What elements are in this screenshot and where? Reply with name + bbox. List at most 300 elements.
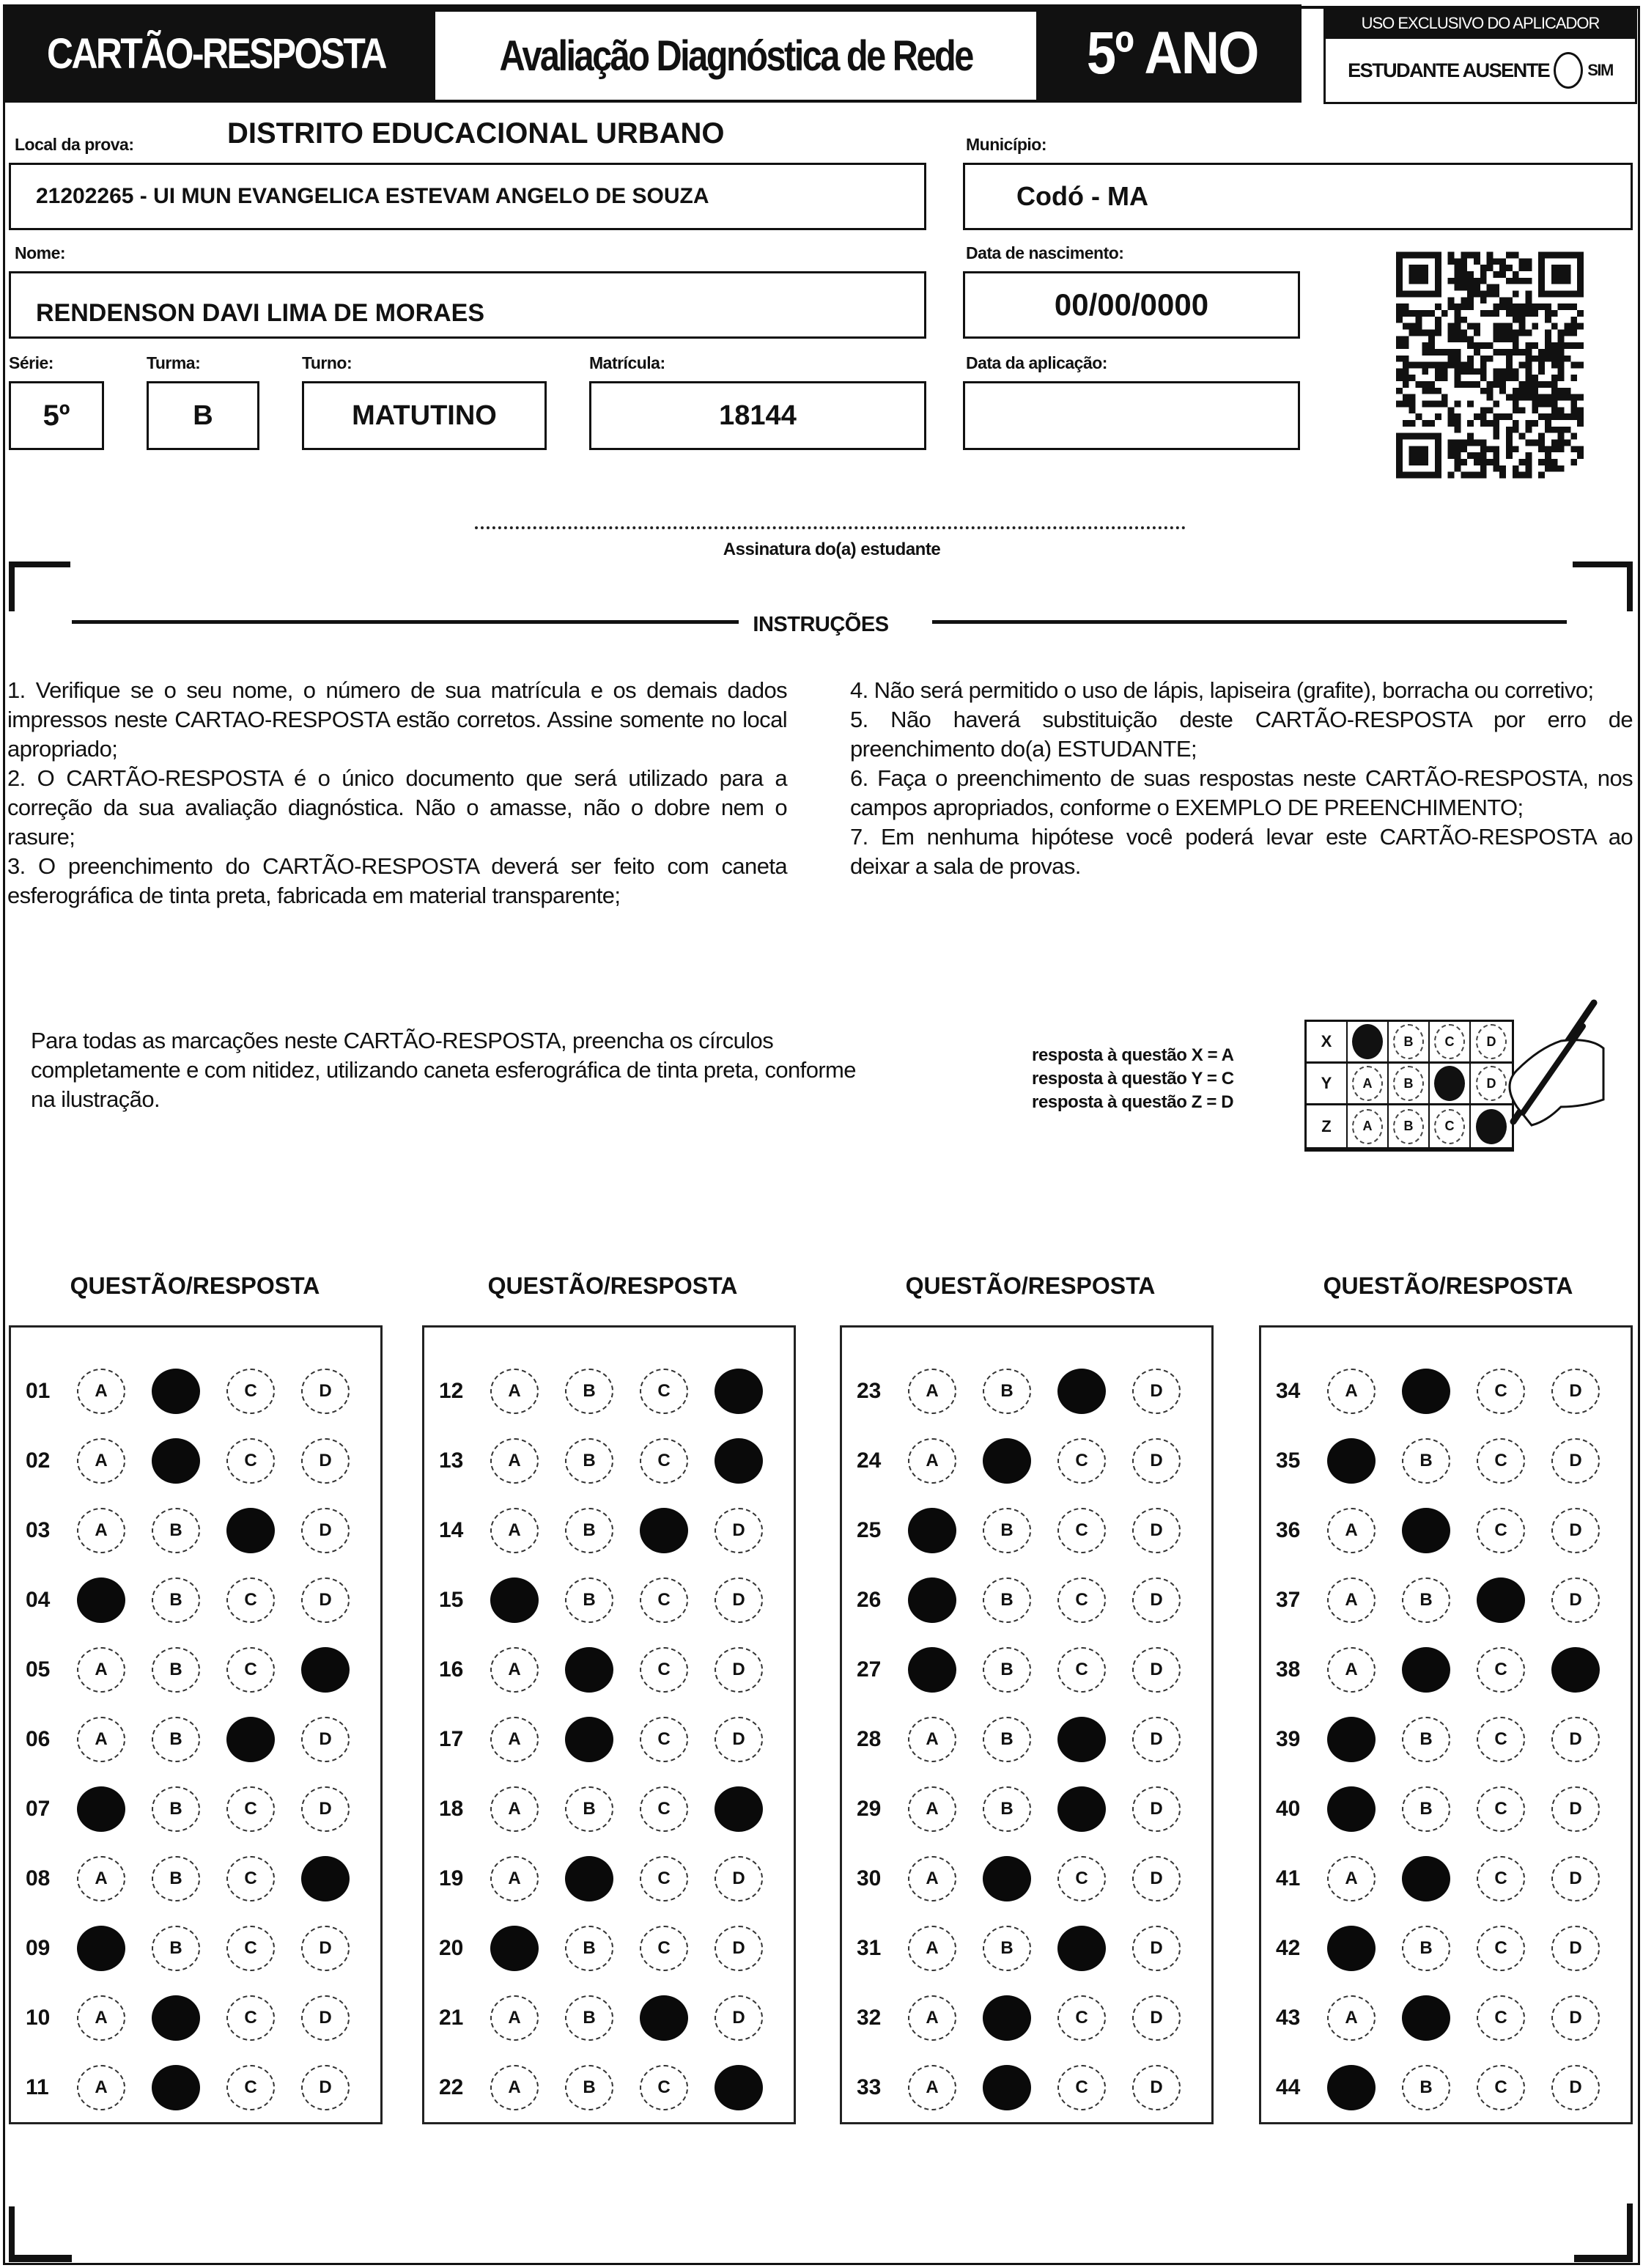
question-number: 18 <box>439 1797 464 1821</box>
question-number: 19 <box>439 1866 464 1890</box>
answer-bubble-a[interactable]: A <box>908 1438 956 1484</box>
example-cell <box>1389 1105 1430 1147</box>
answer-bubble-d[interactable]: D <box>301 1369 350 1414</box>
answer-bubble-c[interactable]: C <box>1477 1926 1525 1971</box>
answer-bubble-c[interactable]: C <box>226 1786 275 1832</box>
answer-bubble-c[interactable] <box>1057 1369 1106 1414</box>
instruction-5: 5. Não haverá substituição deste CARTÃO-RESPOSTA por erro de preenchimento do(a) ESTUDANTE; <box>850 707 1633 762</box>
question-number: 20 <box>439 1936 464 1960</box>
question-row <box>424 1366 794 1417</box>
question-number: 40 <box>1276 1797 1301 1821</box>
column-heading-3: QUESTÃO/RESPOSTA <box>905 1273 1156 1299</box>
answer-bubble-a[interactable] <box>1327 1717 1376 1762</box>
aplicacao-field[interactable] <box>963 381 1300 450</box>
answer-bubble-c[interactable]: C <box>226 1926 275 1971</box>
answer-bubble-a[interactable]: A <box>77 1717 125 1762</box>
question-number: 04 <box>26 1588 51 1612</box>
question-number: 13 <box>439 1448 464 1473</box>
absent-option-label: SIM <box>1587 61 1613 79</box>
instructions-title: INSTRUÇÕES <box>753 613 889 636</box>
answer-column-3 <box>840 1325 1214 2124</box>
answer-bubble-b[interactable] <box>1402 1856 1450 1901</box>
question-number: 06 <box>26 1727 51 1751</box>
answer-bubble-b[interactable] <box>152 1438 200 1484</box>
question-number: 43 <box>1276 2006 1301 2030</box>
question-row <box>11 1644 380 1696</box>
answer-bubble-a[interactable]: A <box>77 1369 125 1414</box>
answer-bubble-b[interactable] <box>983 1995 1031 2041</box>
answer-bubble-d[interactable]: D <box>301 1508 350 1553</box>
answer-bubble-a[interactable]: A <box>77 1438 125 1484</box>
answer-bubble-c[interactable]: C <box>1057 1856 1106 1901</box>
answer-bubble-b[interactable] <box>1402 1369 1450 1414</box>
example-bubble-a: A <box>1352 1066 1383 1101</box>
answer-bubble-c[interactable]: C <box>640 1926 688 1971</box>
answer-bubble-c[interactable]: C <box>1477 1508 1525 1553</box>
answer-bubble-a[interactable]: A <box>490 1508 539 1553</box>
answer-bubble-b[interactable] <box>1402 1647 1450 1693</box>
answer-bubble-b[interactable] <box>983 2065 1031 2110</box>
answer-bubble-d[interactable]: D <box>301 1786 350 1832</box>
answer-bubble-d[interactable]: D <box>1132 1438 1181 1484</box>
question-row <box>11 1714 380 1765</box>
answer-bubble-a[interactable]: A <box>1327 1995 1376 2041</box>
answer-bubble-a[interactable]: A <box>908 1717 956 1762</box>
example-cell <box>1389 1022 1430 1061</box>
answer-bubble-d[interactable]: D <box>715 1647 763 1693</box>
corner-mark-top-right <box>1573 562 1633 567</box>
example-bubble-c: C <box>1434 1024 1465 1059</box>
answer-bubble-c[interactable]: C <box>640 1438 688 1484</box>
question-row <box>1261 1366 1631 1417</box>
answer-bubble-c[interactable] <box>1477 1577 1525 1623</box>
question-number: 39 <box>1276 1727 1301 1751</box>
question-number: 21 <box>439 2006 464 2030</box>
corner-mark-bottom-right <box>1574 2255 1633 2262</box>
question-number: 14 <box>439 1518 464 1542</box>
answer-bubble-c[interactable] <box>226 1508 275 1553</box>
question-row <box>424 1714 794 1765</box>
instruction-3: 3. O preenchimento do CARTÃO-RESPOSTA deverá ser feito com caneta esferográfica de tinta preta, fabricada em material transparente; <box>7 853 787 908</box>
answer-bubble-a[interactable]: A <box>908 1369 956 1414</box>
answer-bubble-b[interactable] <box>152 1995 200 2041</box>
answer-bubble-c[interactable]: C <box>640 1577 688 1623</box>
answer-bubble-a[interactable]: A <box>77 1508 125 1553</box>
answer-bubble-d[interactable]: D <box>301 1995 350 2041</box>
question-row <box>11 1366 380 1417</box>
example-line-z: resposta à questão Z = D <box>1032 1092 1234 1112</box>
answer-bubble-a[interactable]: A <box>908 1926 956 1971</box>
answer-bubble-c[interactable]: C <box>226 1438 275 1484</box>
answer-bubble-b[interactable] <box>1402 1508 1450 1553</box>
question-number: 33 <box>857 2075 882 2099</box>
question-row <box>424 2062 794 2113</box>
answer-bubble-d[interactable] <box>715 2065 763 2110</box>
answer-column-4 <box>1259 1325 1633 2124</box>
answer-bubble-a[interactable]: A <box>77 1647 125 1693</box>
answer-column-1 <box>9 1325 383 2124</box>
signature-label: Assinatura do(a) estudante <box>723 540 941 559</box>
question-number: 05 <box>26 1657 51 1682</box>
instruction-4: 4. Não será permitido o uso de lápis, lapiseira (grafite), borracha ou corretivo; <box>850 677 1594 703</box>
answer-bubble-c[interactable]: C <box>1477 1438 1525 1484</box>
answer-bubble-a[interactable] <box>77 1786 125 1832</box>
answer-bubble-b[interactable]: B <box>1402 1926 1450 1971</box>
nascimento-value: 00/00/0000 <box>1054 287 1209 322</box>
answer-bubble-b[interactable]: B <box>983 1647 1031 1693</box>
answer-bubble-a[interactable]: A <box>1327 1577 1376 1623</box>
answer-bubble-c[interactable]: C <box>1477 1995 1525 2041</box>
question-number: 02 <box>26 1448 51 1473</box>
answer-bubble-d[interactable]: D <box>1132 1717 1181 1762</box>
question-row <box>842 1644 1211 1696</box>
answer-bubble-d[interactable]: D <box>1551 1717 1600 1762</box>
question-number: 38 <box>1276 1657 1301 1682</box>
answer-bubble-a[interactable]: A <box>77 1856 125 1901</box>
question-number: 26 <box>857 1588 882 1612</box>
answer-bubble-a[interactable] <box>1327 2065 1376 2110</box>
answer-bubble-b[interactable] <box>983 1438 1031 1484</box>
answer-bubble-c[interactable]: C <box>1477 1647 1525 1693</box>
answer-bubble-d[interactable]: D <box>1551 1369 1600 1414</box>
example-legend <box>1032 1044 1234 1114</box>
answer-bubble-b[interactable]: B <box>152 1856 200 1901</box>
answer-bubble-d[interactable]: D <box>1132 1995 1181 2041</box>
answer-bubble-a[interactable] <box>1327 1926 1376 1971</box>
answer-bubble-b[interactable]: B <box>1402 2065 1450 2110</box>
answer-bubble-d[interactable]: D <box>1551 2065 1600 2110</box>
corner-mark-bottom-left <box>9 2255 72 2262</box>
instruction-2: 2. O CARTÃO-RESPOSTA é o único documento que será utilizado para a correção da sua avaliação diagnóstica. Não o amasse, não o dobre nem o rasure; <box>7 765 787 850</box>
answer-bubble-a[interactable]: A <box>490 1995 539 2041</box>
answer-bubble-d[interactable]: D <box>1132 1786 1181 1832</box>
example-cell <box>1348 1105 1389 1147</box>
answer-bubble-d[interactable]: D <box>301 1926 350 1971</box>
answer-bubble-b[interactable]: B <box>983 1369 1031 1414</box>
answer-bubble-c[interactable]: C <box>1477 1717 1525 1762</box>
answer-bubble-c[interactable]: C <box>226 1995 275 2041</box>
answer-bubble-b[interactable]: B <box>152 1508 200 1553</box>
answer-bubble-d[interactable] <box>715 1786 763 1832</box>
question-number: 30 <box>857 1866 882 1890</box>
answer-bubble-a[interactable] <box>908 1577 956 1623</box>
corner-mark-top-left <box>9 562 70 567</box>
answer-bubble-b[interactable]: B <box>152 1647 200 1693</box>
question-row <box>424 1923 794 1974</box>
column-heading-4: QUESTÃO/RESPOSTA <box>1323 1273 1573 1299</box>
question-number: 03 <box>26 1518 51 1542</box>
answer-bubble-c[interactable] <box>1057 1786 1106 1832</box>
answer-bubble-c[interactable]: C <box>1057 2065 1106 2110</box>
answer-bubble-b[interactable]: B <box>565 1438 613 1484</box>
instructions-rule-right <box>932 620 1567 624</box>
answer-bubble-d[interactable]: D <box>715 1995 763 2041</box>
corner-mark-top-left-v <box>9 562 15 611</box>
question-row <box>1261 1992 1631 2044</box>
question-number: 29 <box>857 1797 882 1821</box>
question-row <box>11 1575 380 1626</box>
filling-instructions: Para todas as marcações neste CARTÃO-RESPOSTA, preencha os círculos completamente e com nitidez, utilizando caneta esferográfica de tinta preta, conforme na ilustração. <box>31 1028 856 1112</box>
brand-title: CARTÃO-RESPOSTA <box>47 29 385 78</box>
answer-bubble-d[interactable]: D <box>1551 1438 1600 1484</box>
question-row <box>842 1575 1211 1626</box>
answer-bubble-c[interactable]: C <box>1477 1786 1525 1832</box>
answer-bubble-c[interactable] <box>640 1995 688 2041</box>
question-number: 09 <box>26 1936 51 1960</box>
answer-bubble-a[interactable] <box>490 1577 539 1623</box>
nascimento-field <box>963 271 1300 339</box>
turno-label: Turno: <box>302 353 352 372</box>
answer-bubble-a[interactable] <box>77 1577 125 1623</box>
answer-bubble-a[interactable]: A <box>908 1995 956 2041</box>
question-number: 35 <box>1276 1448 1301 1473</box>
answer-bubble-b[interactable]: B <box>565 1786 613 1832</box>
aplicacao-label: Data da aplicação: <box>966 353 1107 372</box>
answer-bubble-b[interactable]: B <box>1402 1786 1450 1832</box>
answer-bubble-b[interactable]: B <box>152 1786 200 1832</box>
question-number: 42 <box>1276 1936 1301 1960</box>
answer-bubble-b[interactable] <box>1402 1995 1450 2041</box>
question-row <box>11 1923 380 1974</box>
question-number: 25 <box>857 1518 882 1542</box>
answer-bubble-c[interactable]: C <box>226 1577 275 1623</box>
answer-bubble-b[interactable]: B <box>983 1786 1031 1832</box>
question-row <box>11 1992 380 2044</box>
answer-bubble-d[interactable]: D <box>715 1508 763 1553</box>
answer-bubble-c[interactable]: C <box>1057 1577 1106 1623</box>
question-number: 10 <box>26 2006 51 2030</box>
answer-bubble-a[interactable]: A <box>490 1856 539 1901</box>
answer-bubble-d[interactable]: D <box>1551 1577 1600 1623</box>
answer-bubble-c[interactable]: C <box>640 1647 688 1693</box>
answer-bubble-a[interactable] <box>1327 1438 1376 1484</box>
answer-bubble-c[interactable]: C <box>1057 1508 1106 1553</box>
answer-bubble-c[interactable]: C <box>226 1369 275 1414</box>
answer-bubble-d[interactable]: D <box>1132 1647 1181 1693</box>
answer-bubble-d[interactable] <box>715 1438 763 1484</box>
question-row <box>842 1923 1211 1974</box>
turno-field <box>302 381 547 450</box>
question-row <box>1261 1644 1631 1696</box>
question-number: 31 <box>857 1936 882 1960</box>
example-bubble-a: A <box>1352 1109 1383 1144</box>
matricula-label: Matrícula: <box>589 353 665 372</box>
example-cell <box>1348 1022 1389 1061</box>
answer-bubble-c[interactable] <box>1057 1926 1106 1971</box>
answer-bubble-b[interactable]: B <box>565 1577 613 1623</box>
answer-bubble-c[interactable]: C <box>226 1647 275 1693</box>
answer-bubble-b[interactable]: B <box>1402 1438 1450 1484</box>
answer-bubble-b[interactable] <box>565 1856 613 1901</box>
answer-bubble-b[interactable] <box>152 1369 200 1414</box>
answer-bubble-c[interactable]: C <box>640 1369 688 1414</box>
answer-bubble-a[interactable]: A <box>908 1856 956 1901</box>
answer-bubble-b[interactable]: B <box>565 1369 613 1414</box>
answer-bubble-a[interactable] <box>908 1508 956 1553</box>
answer-bubble-d[interactable]: D <box>301 1438 350 1484</box>
answer-bubble-d[interactable]: D <box>301 2065 350 2110</box>
answer-bubble-b[interactable]: B <box>1402 1717 1450 1762</box>
answer-bubble-b[interactable] <box>565 1647 613 1693</box>
answer-bubble-b[interactable]: B <box>1402 1577 1450 1623</box>
answer-bubble-a[interactable]: A <box>1327 1647 1376 1693</box>
answer-bubble-b[interactable]: B <box>565 1995 613 2041</box>
municipio-label: Município: <box>966 135 1046 154</box>
answer-bubble-a[interactable]: A <box>490 1438 539 1484</box>
answer-bubble-b[interactable]: B <box>152 1577 200 1623</box>
answer-bubble-c[interactable]: C <box>640 2065 688 2110</box>
answer-bubble-a[interactable] <box>77 1926 125 1971</box>
corner-mark-bottom-left-v <box>9 2206 15 2262</box>
answer-bubble-b[interactable] <box>152 2065 200 2110</box>
answer-bubble-d[interactable] <box>1551 1647 1600 1693</box>
question-row <box>1261 1853 1631 1904</box>
answer-bubble-a[interactable]: A <box>1327 1856 1376 1901</box>
example-cell <box>1389 1064 1430 1103</box>
nome-field <box>9 271 926 339</box>
answer-bubble-c[interactable]: C <box>640 1786 688 1832</box>
answer-bubble-a[interactable] <box>1327 1786 1376 1832</box>
absent-label: ESTUDANTE AUSENTE <box>1348 59 1550 81</box>
answer-bubble-d[interactable]: D <box>715 1717 763 1762</box>
answer-bubble-b[interactable]: B <box>565 1508 613 1553</box>
absent-radio[interactable] <box>1554 52 1583 89</box>
question-row <box>842 1435 1211 1487</box>
answer-bubble-d[interactable]: D <box>1132 2065 1181 2110</box>
serie-field <box>9 381 104 450</box>
column-heading-2: QUESTÃO/RESPOSTA <box>487 1273 738 1299</box>
answer-bubble-b[interactable]: B <box>565 1926 613 1971</box>
answer-bubble-c[interactable]: C <box>1477 2065 1525 2110</box>
example-question-label: Z <box>1307 1105 1348 1147</box>
instruction-1: 1. Verifique se o seu nome, o número de sua matrícula e os demais dados impressos neste CARTAO-RESPOSTA estão corretos. Assine somente no local apropriado; <box>7 677 787 762</box>
header-band <box>3 4 1302 103</box>
answer-bubble-c[interactable]: C <box>640 1717 688 1762</box>
answer-bubble-b[interactable]: B <box>983 1717 1031 1762</box>
question-row <box>842 1853 1211 1904</box>
question-row <box>424 1853 794 1904</box>
answer-bubble-d[interactable]: D <box>1551 1508 1600 1553</box>
answer-bubble-d[interactable]: D <box>1551 1786 1600 1832</box>
column-heading-1: QUESTÃO/RESPOSTA <box>70 1273 320 1299</box>
answer-bubble-c[interactable]: C <box>1057 1647 1106 1693</box>
answer-bubble-d[interactable]: D <box>301 1577 350 1623</box>
nome-label: Nome: <box>15 243 66 262</box>
municipio-field <box>963 163 1633 230</box>
instructions-right <box>850 676 1633 881</box>
question-number: 12 <box>439 1379 464 1403</box>
answer-bubble-d[interactable]: D <box>715 1926 763 1971</box>
answer-bubble-b[interactable] <box>565 1717 613 1762</box>
answer-bubble-a[interactable]: A <box>490 1647 539 1693</box>
question-number: 24 <box>857 1448 882 1473</box>
question-row <box>11 1783 380 1835</box>
answer-bubble-a[interactable]: A <box>490 2065 539 2110</box>
answer-bubble-b[interactable]: B <box>983 1577 1031 1623</box>
answer-bubble-d[interactable]: D <box>1132 1926 1181 1971</box>
example-question-label: X <box>1307 1022 1348 1061</box>
answer-bubble-b[interactable]: B <box>152 1717 200 1762</box>
question-number: 01 <box>26 1379 51 1403</box>
answer-bubble-a[interactable]: A <box>77 1995 125 2041</box>
answer-bubble-c[interactable]: C <box>640 1856 688 1901</box>
turno-value: MATUTINO <box>352 400 497 431</box>
example-bubble-d: D <box>1476 1066 1507 1101</box>
answer-bubble-c[interactable]: C <box>226 2065 275 2110</box>
answer-bubble-d[interactable]: D <box>1551 1856 1600 1901</box>
corner-mark-top-right-v <box>1627 562 1633 611</box>
answer-bubble-d[interactable]: D <box>1551 1995 1600 2041</box>
instructions-rule-left <box>72 620 739 624</box>
answer-bubble-d[interactable]: D <box>1132 1508 1181 1553</box>
qr-code <box>1396 251 1584 479</box>
answer-bubble-d[interactable]: D <box>1132 1856 1181 1901</box>
question-row <box>424 1435 794 1487</box>
answer-bubble-a[interactable] <box>908 1647 956 1693</box>
answer-bubble-c[interactable]: C <box>1477 1369 1525 1414</box>
question-number: 22 <box>439 2075 464 2099</box>
answer-bubble-a[interactable]: A <box>1327 1369 1376 1414</box>
turma-field <box>147 381 259 450</box>
question-number: 11 <box>26 2075 49 2099</box>
answer-bubble-b[interactable]: B <box>565 2065 613 2110</box>
answer-bubble-b[interactable]: B <box>983 1508 1031 1553</box>
answer-bubble-d[interactable]: D <box>1132 1577 1181 1623</box>
answer-bubble-a[interactable]: A <box>490 1717 539 1762</box>
example-cell <box>1430 1022 1471 1061</box>
answer-bubble-b[interactable]: B <box>983 1926 1031 1971</box>
answer-bubble-c[interactable] <box>640 1508 688 1553</box>
answer-bubble-d[interactable]: D <box>301 1717 350 1762</box>
signature-line[interactable] <box>475 526 1186 529</box>
answer-bubble-c[interactable] <box>1057 1717 1106 1762</box>
answer-bubble-a[interactable]: A <box>908 2065 956 2110</box>
answer-bubble-b[interactable] <box>983 1856 1031 1901</box>
question-row <box>424 1505 794 1556</box>
answer-bubble-a[interactable]: A <box>1327 1508 1376 1553</box>
instruction-6: 6. Faça o preenchimento de suas respostas neste CARTÃO-RESPOSTA, nos campos apropriados, conforme o EXEMPLO DE PREENCHIMENTO; <box>850 765 1633 820</box>
answer-bubble-c[interactable]: C <box>1057 1995 1106 2041</box>
turma-value: B <box>193 400 213 431</box>
answer-bubble-b[interactable]: B <box>152 1926 200 1971</box>
example-question-label: Y <box>1307 1064 1348 1103</box>
question-number: 41 <box>1276 1866 1301 1890</box>
answer-bubble-d[interactable]: D <box>715 1577 763 1623</box>
answer-bubble-c[interactable] <box>226 1717 275 1762</box>
answer-bubble-a[interactable]: A <box>77 2065 125 2110</box>
answer-bubble-a[interactable]: A <box>908 1786 956 1832</box>
answer-bubble-d[interactable] <box>301 1647 350 1693</box>
answer-bubble-d[interactable] <box>301 1856 350 1901</box>
question-row <box>842 2062 1211 2113</box>
question-row <box>1261 1435 1631 1487</box>
answer-bubble-c[interactable]: C <box>1477 1856 1525 1901</box>
answer-bubble-c[interactable]: C <box>226 1856 275 1901</box>
example-line-y: resposta à questão Y = C <box>1032 1069 1234 1089</box>
answer-bubble-a[interactable]: A <box>490 1369 539 1414</box>
answer-bubble-d[interactable] <box>715 1369 763 1414</box>
question-row <box>11 1853 380 1904</box>
answer-bubble-a[interactable]: A <box>490 1786 539 1832</box>
answer-bubble-d[interactable]: D <box>1132 1369 1181 1414</box>
answer-bubble-c[interactable]: C <box>1057 1438 1106 1484</box>
answer-bubble-a[interactable] <box>490 1926 539 1971</box>
example-bubble-b: B <box>1393 1109 1424 1144</box>
local-label: Local da prova: <box>15 135 134 154</box>
question-row <box>11 1435 380 1487</box>
answer-bubble-d[interactable]: D <box>715 1856 763 1901</box>
answer-bubble-d[interactable]: D <box>1551 1926 1600 1971</box>
